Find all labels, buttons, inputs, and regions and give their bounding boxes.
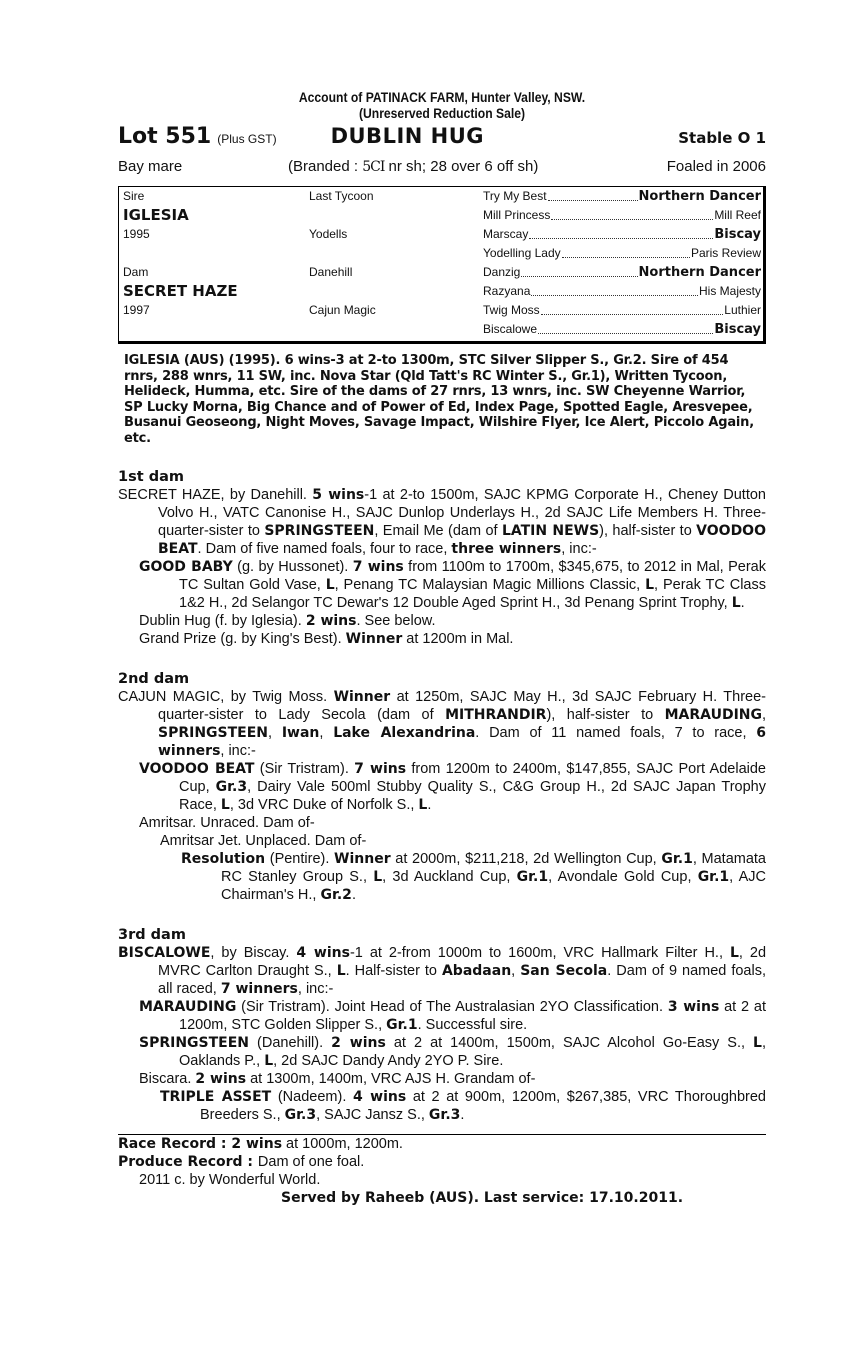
- pedigree-g3-2: [483, 225, 761, 244]
- bold-text: 7 wins: [354, 761, 407, 777]
- text-run: from 1200m to 2400m, $147,855, SAJC Port Adelaide Cup,: [179, 761, 766, 795]
- produce-springsteen: [118, 1034, 766, 1070]
- bold-text: Gr.1: [386, 1017, 418, 1033]
- third-dam-section: [118, 926, 766, 1124]
- text-run: .: [427, 797, 432, 813]
- bold-text: L: [729, 945, 739, 961]
- g3-name: Try My Best: [483, 189, 547, 203]
- sire-label: Sire: [123, 189, 145, 203]
- catalogue-page: [118, 90, 766, 1207]
- bold-text: Gr.1: [516, 869, 549, 885]
- race-record-detail: at 1000m, 1200m.: [282, 1136, 403, 1152]
- text-run: ), half-sister to: [546, 707, 665, 723]
- bold-text: Gr.2: [320, 887, 352, 903]
- bold-text: SPRINGSTEEN: [264, 523, 375, 539]
- text-run: , 3d VRC Duke of Norfolk S.,: [229, 797, 419, 813]
- text-run: , Email Me (dam of: [374, 523, 502, 539]
- bold-text: Iwan: [281, 725, 320, 741]
- text-run: .: [740, 595, 745, 611]
- g3-name: Mill Princess: [483, 208, 551, 222]
- g3-sire: His Majesty: [698, 284, 761, 298]
- g3-sire: Paris Review: [690, 246, 761, 260]
- horse-info-line: [118, 158, 766, 180]
- text-run: ,: [511, 963, 521, 979]
- bold-text: L: [264, 1053, 274, 1069]
- produce-biscara: [118, 1070, 766, 1088]
- text-run: (Sir Tristram). Joint Head of The Australasian 2YO Classification.: [236, 999, 668, 1015]
- bold-text: Resolution: [181, 851, 266, 867]
- lot-line: [118, 124, 766, 152]
- text-run: . See below.: [356, 613, 436, 629]
- bold-text: 7 winners: [220, 981, 298, 997]
- text-run: at 2 at 1400m, 1500m, SAJC Alcohol Go-Easy S.,: [385, 1035, 754, 1051]
- text-run: at 1300m, 1400m, VRC AJS H. Grandam of-: [246, 1071, 536, 1087]
- text-run: ,: [761, 707, 767, 723]
- horse-name: DUBLIN HUG: [330, 124, 485, 148]
- text-run: ,: [319, 725, 334, 741]
- bold-text: Lake Alexandrina: [333, 725, 476, 741]
- third-dam-paragraph: [118, 944, 766, 998]
- sire-name: IGLESIA: [123, 206, 189, 224]
- bold-text: Gr.3: [284, 1107, 317, 1123]
- text-run: Grand Prize (g. by King's Best).: [139, 631, 346, 647]
- text-run: ,: [268, 725, 282, 741]
- bold-text: LATIN NEWS: [501, 523, 600, 539]
- g3-sire: Biscay: [714, 227, 761, 242]
- produce-marauding: [118, 998, 766, 1034]
- bold-text: Gr.3: [428, 1107, 461, 1123]
- text-run: (Sir Tristram).: [254, 761, 355, 777]
- text-run: (g. by Hussonet).: [232, 559, 353, 575]
- pedigree-g3-3: [483, 244, 761, 263]
- text-run: . Dam of 9 named foals, all raced,: [158, 963, 766, 997]
- bold-text: 2 wins: [195, 1071, 247, 1087]
- dam-label: Dam: [123, 265, 149, 279]
- pedigree-table: [118, 186, 766, 344]
- pedigree-g3-0: [483, 187, 761, 206]
- brand-info: [288, 158, 667, 180]
- g3-name: Twig Moss: [483, 303, 540, 317]
- second-dam-heading: 2nd dam: [118, 671, 190, 687]
- bold-text: 7 wins: [352, 559, 404, 575]
- text-run: , SAJC Jansz S.,: [316, 1107, 429, 1123]
- text-run: , Matamata RC Stanley Group S.,: [221, 851, 766, 885]
- bold-text: Gr.3: [215, 779, 248, 795]
- race-record-label: Race Record :: [118, 1136, 232, 1152]
- first-dam-heading: 1st dam: [118, 469, 184, 485]
- g3-name: Danzig: [483, 265, 521, 279]
- bold-text: three winners: [451, 541, 562, 557]
- text-run: Biscara.: [139, 1071, 196, 1087]
- bold-text: 4 wins: [296, 945, 350, 961]
- bold-text: Gr.1: [661, 851, 693, 867]
- lot-number: Lot 551: [118, 124, 212, 149]
- bold-text: L: [336, 963, 346, 979]
- text-run: -1 at 2-from 1000m to 1600m, VRC Hallmark Filter H.,: [349, 945, 730, 961]
- race-record-wins: 2 wins: [231, 1136, 283, 1152]
- vendor-account: [150, 90, 733, 122]
- pedigree-g3-7: [483, 320, 761, 339]
- brand-mark: 5CI: [362, 159, 385, 175]
- bold-text: BISCALOWE: [118, 945, 211, 961]
- bold-text: VOODOO BEAT: [158, 523, 766, 557]
- text-run: .: [460, 1107, 465, 1123]
- bold-text: Winner: [334, 851, 391, 867]
- text-run: at 2 at 900m, 1200m, $267,385, VRC Thoroughbred Breeders S.,: [200, 1089, 766, 1123]
- bold-text: L: [731, 595, 741, 611]
- bold-text: Abadaan: [441, 963, 512, 979]
- produce-amritsar: Amritsar. Unraced. Dam of-: [139, 815, 315, 831]
- g3-name: Biscalowe: [483, 322, 538, 336]
- horse-sex: Bay mare: [118, 158, 183, 175]
- produce-dublin-hug: [118, 612, 766, 630]
- text-run: , 2d SAJC Dandy Andy 2YO P. Sire.: [273, 1053, 504, 1069]
- g3-sire: Northern Dancer: [638, 265, 761, 280]
- account-line: Account of PATINACK FARM, Hunter Valley, NSW.: [298, 90, 586, 105]
- text-run: . Half-sister to: [345, 963, 442, 979]
- text-run: , 3d Auckland Cup,: [382, 869, 517, 885]
- text-run: ), half-sister to: [599, 523, 697, 539]
- dam-name: SECRET HAZE: [123, 282, 238, 300]
- foal-record: 2011 c. by Wonderful World.: [139, 1172, 321, 1188]
- g3-sire: Biscay: [714, 322, 761, 337]
- text-run: -1 at 2-to 1500m, SAJC KPMG Corporate H., Cheney Dutton Volvo H., VATC Canonise H., SAJC Dunlop Underlays H., 2d SAJC Life Members H. Three-quarter-sister to: [158, 487, 766, 539]
- text-run: .: [351, 887, 356, 903]
- produce-amritsar-jet: Amritsar Jet. Unplaced. Dam of-: [160, 833, 367, 849]
- bold-text: L: [220, 797, 230, 813]
- bold-text: L: [418, 797, 428, 813]
- bold-text: GOOD BABY: [139, 559, 233, 575]
- bold-text: MITHRANDIR: [445, 707, 547, 723]
- bold-text: 3 wins: [667, 999, 720, 1015]
- text-run: . Dam of 11 named foals, 7 to race,: [475, 725, 757, 741]
- race-record: [118, 1135, 766, 1153]
- sire-dam: Yodells: [309, 227, 348, 241]
- dam-year: 1997: [123, 303, 150, 317]
- text-run: , Dairy Vale 500ml Stubby Quality S., C&G Group H., 2d SAJC Japan Trophy Race,: [179, 779, 766, 813]
- first-dam-section: [118, 468, 766, 648]
- first-dam-paragraph: [118, 486, 766, 558]
- text-run: , inc:-: [297, 981, 334, 997]
- text-run: Dublin Hug (f. by Iglesia).: [139, 613, 306, 629]
- produce-grand-prize: [118, 630, 766, 648]
- bold-text: L: [645, 577, 655, 593]
- text-run: . Dam of five named foals, four to race,: [197, 541, 452, 557]
- text-run: , Perak TC Class 1&2 H., 2d Selangor TC Dewar's 12 Double Aged Sprint H., 3d Penang Sprint Trophy,: [179, 577, 766, 611]
- g3-sire: Luthier: [724, 303, 761, 317]
- text-run: , inc:-: [561, 541, 597, 557]
- service-info: Served by Raheeb (AUS). Last service: 17.10.2011.: [280, 1190, 684, 1206]
- produce-triple-asset: [118, 1088, 766, 1124]
- text-run: , Avondale Gold Cup,: [548, 869, 698, 885]
- bold-text: 5 wins: [312, 487, 365, 503]
- produce-record-detail: Dam of one foal.: [257, 1154, 365, 1170]
- pedigree-g3-1: [483, 206, 761, 225]
- bold-text: 6 winners: [158, 725, 767, 759]
- text-run: at 2000m, $211,218, 2d Wellington Cup,: [390, 851, 662, 867]
- sire-summary: IGLESIA (AUS) (1995). 6 wins-3 at 2-to 1300m, STC Silver Slipper S., Gr.2. Sire of 454 rnrs, 288 wnrs, 11 SW, inc. Nova Star (Qld Tatt's RC Winter S., Gr.1), Written Tycoon, Helideck, Humma, etc. Sire of the dams of 27 rnrs, 13 wnrs, inc. SW Cheyenne Warrior, SP Lucky Morna, Big Chance and of Power of Ed, Index Page, Spotted Eagle, Aresvepee, Busanui Geoseong, Night Moves, Savage Impact, Wilshire Flyer, Ice Alert, Piccolo Again, etc.: [124, 353, 754, 446]
- bold-text: San Secola: [520, 963, 608, 979]
- dam-dam: Cajun Magic: [309, 303, 376, 317]
- g3-sire: Mill Reef: [714, 208, 761, 222]
- bold-text: VOODOO BEAT: [139, 761, 255, 777]
- text-run: at 2 at 1200m, STC Golden Slipper S.,: [179, 999, 766, 1033]
- g3-sire: Northern Dancer: [638, 189, 761, 204]
- g3-name: Razyana: [483, 284, 531, 298]
- bold-text: Gr.1: [697, 869, 730, 885]
- text-run: from 1100m to 1700m, $345,675, to 2012 in Mal, Perak TC Sultan Gold Vase,: [179, 559, 766, 593]
- text-run: (Nadeem).: [271, 1089, 353, 1105]
- text-run: SECRET HAZE, by Danehill.: [118, 487, 313, 503]
- produce-record-label: Produce Record :: [118, 1154, 258, 1170]
- foaled-year: Foaled in 2006: [666, 158, 766, 175]
- produce-good-baby: [118, 558, 766, 612]
- bold-text: MARAUDING: [664, 707, 762, 723]
- text-run: , Oaklands P.,: [179, 1035, 766, 1069]
- bold-text: L: [325, 577, 335, 593]
- produce-voodoo-beat: [118, 760, 766, 814]
- text-run: . Successful sire.: [417, 1017, 528, 1033]
- plus-gst: (Plus GST): [217, 132, 277, 146]
- bold-text: MARAUDING: [139, 999, 237, 1015]
- second-dam-paragraph: [118, 688, 766, 760]
- sale-type-line: (Unreserved Reduction Sale): [358, 106, 526, 121]
- sire-year: 1995: [123, 227, 150, 241]
- bold-text: L: [373, 869, 383, 885]
- text-run: at 1250m, SAJC May H., 3d SAJC February H. Three-quarter-sister to Lady Secola (dam of: [158, 689, 766, 723]
- bold-text: Winner: [345, 631, 403, 647]
- stable-number: Stable O 1: [678, 129, 766, 147]
- text-run: at 1200m in Mal.: [402, 631, 514, 647]
- g3-name: Marscay: [483, 227, 529, 241]
- bold-text: Winner: [333, 689, 391, 705]
- pedigree-g3-4: [483, 263, 761, 282]
- pedigree-g3-5: [483, 282, 761, 301]
- text-run: , by Biscay.: [210, 945, 297, 961]
- brand-suffix: nr sh; 28 over 6 off sh): [384, 158, 539, 175]
- produce-record: [118, 1153, 766, 1171]
- text-run: , AJC Chairman's H.,: [221, 869, 766, 903]
- bold-text: TRIPLE ASSET: [160, 1089, 272, 1105]
- second-dam-section: [118, 670, 766, 904]
- text-run: CAJUN MAGIC, by Twig Moss.: [118, 689, 334, 705]
- bold-text: SPRINGSTEEN: [158, 725, 269, 741]
- bold-text: 2 wins: [331, 1035, 386, 1051]
- bold-text: 4 wins: [352, 1089, 407, 1105]
- dam-sire: Danehill: [309, 265, 353, 279]
- pedigree-g3-6: [483, 301, 761, 320]
- g3-name: Yodelling Lady: [483, 246, 561, 260]
- bold-text: L: [753, 1035, 762, 1051]
- text-run: , Penang TC Malaysian Magic Millions Classic,: [334, 577, 646, 593]
- bold-text: 2 wins: [305, 613, 357, 629]
- brand-prefix: (Branded :: [288, 158, 363, 175]
- text-run: (Danehill).: [249, 1035, 332, 1051]
- text-run: (Pentire).: [265, 851, 335, 867]
- produce-resolution: [118, 850, 766, 904]
- third-dam-heading: 3rd dam: [118, 927, 186, 943]
- text-run: , inc:-: [220, 743, 256, 759]
- bold-text: SPRINGSTEEN: [139, 1035, 250, 1051]
- text-run: , 2d MVRC Carlton Draught S.,: [158, 945, 767, 979]
- sire-sire: Last Tycoon: [309, 189, 374, 203]
